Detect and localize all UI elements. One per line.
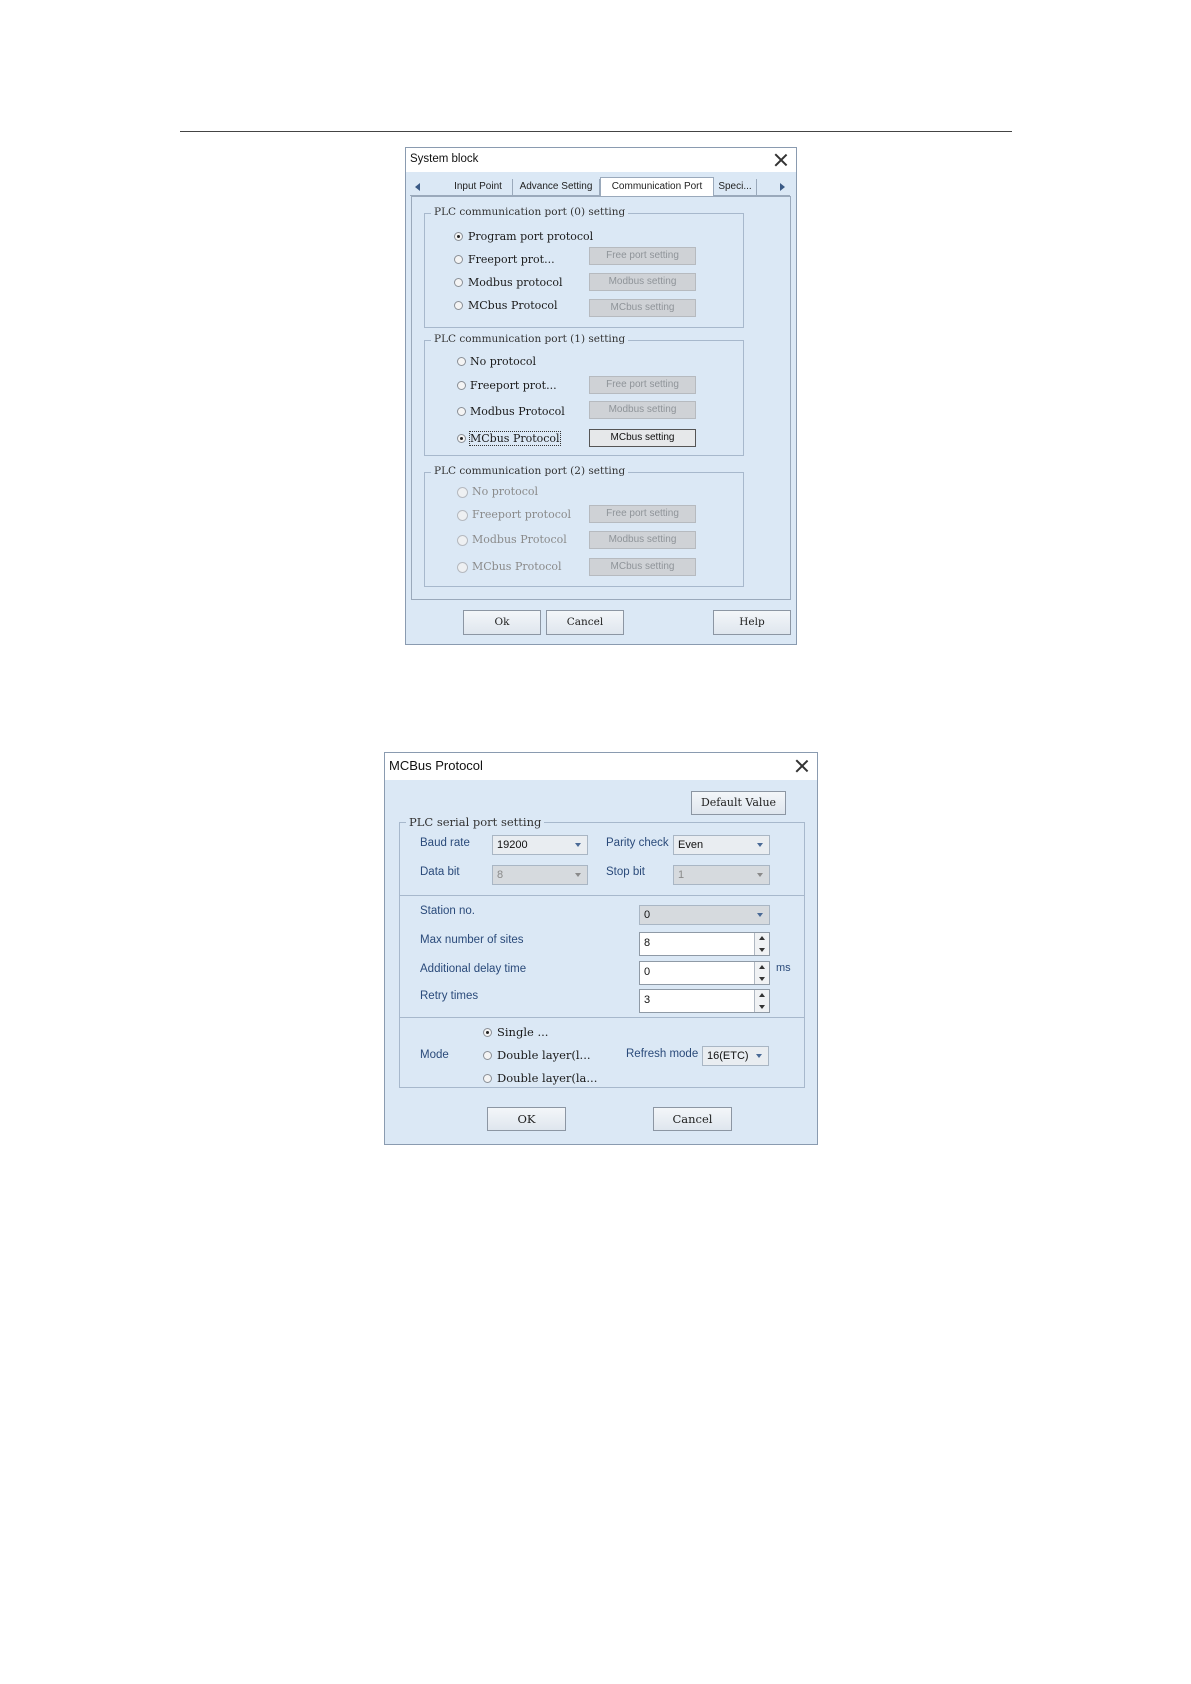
baud-rate-label: Baud rate	[420, 837, 470, 849]
parity-check-select[interactable]	[673, 835, 770, 855]
port2-radio-none[interactable]	[457, 487, 468, 498]
mcbus-title-bar	[385, 753, 817, 780]
cancel-button[interactable]: Cancel	[546, 610, 624, 635]
port1-label-none: No protocol	[470, 355, 537, 368]
stop-bit-label: Stop bit	[606, 866, 645, 878]
port0-radio-mcbus[interactable]	[454, 301, 463, 310]
mode-radio-double-1[interactable]	[483, 1051, 492, 1060]
data-bit-chevron-down-icon	[575, 873, 581, 877]
port0-freeport-setting-button[interactable]: Free port setting	[589, 247, 696, 265]
max-sites-input[interactable]	[639, 932, 770, 956]
port1-freeport-setting-button[interactable]: Free port setting	[589, 376, 696, 394]
serial-port-legend: PLC serial port setting	[406, 815, 544, 829]
parity-check-label: Parity check	[606, 837, 669, 849]
parity-check-value: Even	[678, 839, 704, 851]
serial-separator-1	[400, 895, 804, 896]
tab-communication-port[interactable]: Communication Port	[600, 177, 714, 196]
ok-button[interactable]: Ok	[463, 610, 541, 635]
port2-legend: PLC communication port (2) setting	[431, 465, 628, 477]
port0-label-program: Program port protocol	[468, 230, 594, 243]
data-bit-select[interactable]	[492, 865, 588, 885]
port2-label-none: No protocol	[472, 485, 539, 498]
help-button[interactable]: Help	[713, 610, 791, 635]
retry-times-value: 3	[644, 994, 651, 1006]
tab-input-point[interactable]: Input Point	[444, 179, 513, 195]
data-bit-value: 8	[497, 869, 504, 881]
port1-radio-mcbus[interactable]	[457, 434, 466, 443]
station-no-chevron-down-icon	[757, 913, 763, 917]
page-header-rule	[180, 131, 1012, 132]
port1-label-modbus: Modbus Protocol	[470, 405, 565, 418]
baud-rate-chevron-down-icon	[575, 843, 581, 847]
system-block-window	[405, 147, 797, 645]
retry-times-spinner[interactable]	[754, 990, 769, 1012]
delay-unit-label: ms	[776, 962, 791, 974]
port2-label-mcbus: MCbus Protocol	[472, 560, 562, 573]
port2-modbus-setting-button[interactable]: Modbus setting	[589, 531, 696, 549]
port2-label-freeport: Freeport protocol	[472, 508, 572, 521]
mode-label: Mode	[420, 1049, 449, 1061]
baud-rate-select[interactable]	[492, 835, 588, 855]
tab-advance-setting[interactable]: Advance Setting	[513, 179, 600, 195]
spinner-up-icon	[759, 993, 765, 997]
spinner-down-icon	[759, 1005, 765, 1009]
mode-label-double-1: Double layer(l...	[497, 1048, 591, 1062]
parity-check-chevron-down-icon	[757, 843, 763, 847]
max-sites-spinner[interactable]	[754, 933, 769, 955]
window-title: System block	[410, 153, 479, 165]
port2-freeport-setting-button[interactable]: Free port setting	[589, 505, 696, 523]
port2-mcbus-setting-button[interactable]: MCbus setting	[589, 558, 696, 576]
serial-separator-2	[400, 1017, 804, 1018]
data-bit-label: Data bit	[420, 866, 460, 878]
port0-label-freeport: Freeport prot...	[468, 253, 555, 266]
retry-times-label: Retry times	[420, 990, 479, 1002]
stop-bit-select[interactable]	[673, 865, 770, 885]
mode-radio-single[interactable]	[483, 1028, 492, 1037]
mcbus-protocol-window	[384, 752, 818, 1145]
delay-time-spinner[interactable]	[754, 962, 769, 984]
max-sites-label: Max number of sites	[420, 934, 524, 946]
port1-label-mcbus: MCbus Protocol	[470, 432, 560, 445]
stop-bit-value: 1	[678, 869, 685, 881]
port0-label-modbus: Modbus protocol	[468, 276, 563, 289]
port2-radio-modbus[interactable]	[457, 535, 468, 546]
delay-time-label: Additional delay time	[420, 963, 527, 975]
mode-radio-double-2[interactable]	[483, 1074, 492, 1083]
port1-mcbus-setting-button[interactable]: MCbus setting	[589, 429, 696, 447]
spinner-up-icon	[759, 936, 765, 940]
tab-special[interactable]: Speci...	[714, 179, 757, 195]
mode-label-double-2: Double layer(la...	[497, 1071, 598, 1085]
retry-times-input[interactable]	[639, 989, 770, 1013]
port0-radio-freeport[interactable]	[454, 255, 463, 264]
spinner-down-icon	[759, 948, 765, 952]
port0-legend: PLC communication port (0) setting	[431, 206, 628, 218]
spinner-up-icon	[759, 965, 765, 969]
station-no-value: 0	[644, 909, 651, 921]
spinner-down-icon	[759, 977, 765, 981]
port1-radio-none[interactable]	[457, 357, 466, 366]
refresh-mode-label: Refresh mode	[626, 1048, 699, 1060]
port0-radio-modbus[interactable]	[454, 278, 463, 287]
tab-scroll-left-icon[interactable]	[415, 183, 420, 191]
mcbus-cancel-button[interactable]: Cancel	[653, 1107, 732, 1131]
delay-time-input[interactable]	[639, 961, 770, 985]
port0-mcbus-setting-button[interactable]: MCbus setting	[589, 299, 696, 317]
port2-label-modbus: Modbus Protocol	[472, 533, 567, 546]
tab-strip	[410, 179, 790, 196]
close-icon[interactable]	[774, 153, 788, 167]
port1-label-freeport: Freeport prot...	[470, 379, 557, 392]
port0-label-mcbus: MCbus Protocol	[468, 299, 558, 312]
title-bar	[406, 148, 796, 172]
port0-modbus-setting-button[interactable]: Modbus setting	[589, 273, 696, 291]
port1-legend: PLC communication port (1) setting	[431, 333, 628, 345]
delay-time-value: 0	[644, 966, 651, 978]
port0-radio-program[interactable]	[454, 232, 463, 241]
station-no-label: Station no.	[420, 905, 475, 917]
tab-scroll-right-icon[interactable]	[780, 183, 785, 191]
refresh-mode-value: 16(ETC)	[707, 1050, 749, 1062]
port1-radio-modbus[interactable]	[457, 407, 466, 416]
port1-modbus-setting-button[interactable]: Modbus setting	[589, 401, 696, 419]
station-no-select[interactable]	[639, 905, 770, 925]
port2-radio-freeport[interactable]	[457, 510, 468, 521]
refresh-mode-chevron-down-icon	[756, 1054, 762, 1058]
port1-radio-freeport[interactable]	[457, 381, 466, 390]
refresh-mode-select[interactable]	[702, 1046, 769, 1066]
mode-label-single: Single ...	[497, 1025, 549, 1039]
baud-rate-value: 19200	[497, 839, 528, 851]
default-value-button[interactable]: Default Value	[691, 791, 786, 815]
mcbus-ok-button[interactable]: OK	[487, 1107, 566, 1131]
max-sites-value: 8	[644, 937, 651, 949]
stop-bit-chevron-down-icon	[757, 873, 763, 877]
port2-radio-mcbus[interactable]	[457, 562, 468, 573]
mcbus-window-title: MCBus Protocol	[389, 758, 483, 773]
mcbus-close-icon[interactable]	[795, 759, 809, 773]
